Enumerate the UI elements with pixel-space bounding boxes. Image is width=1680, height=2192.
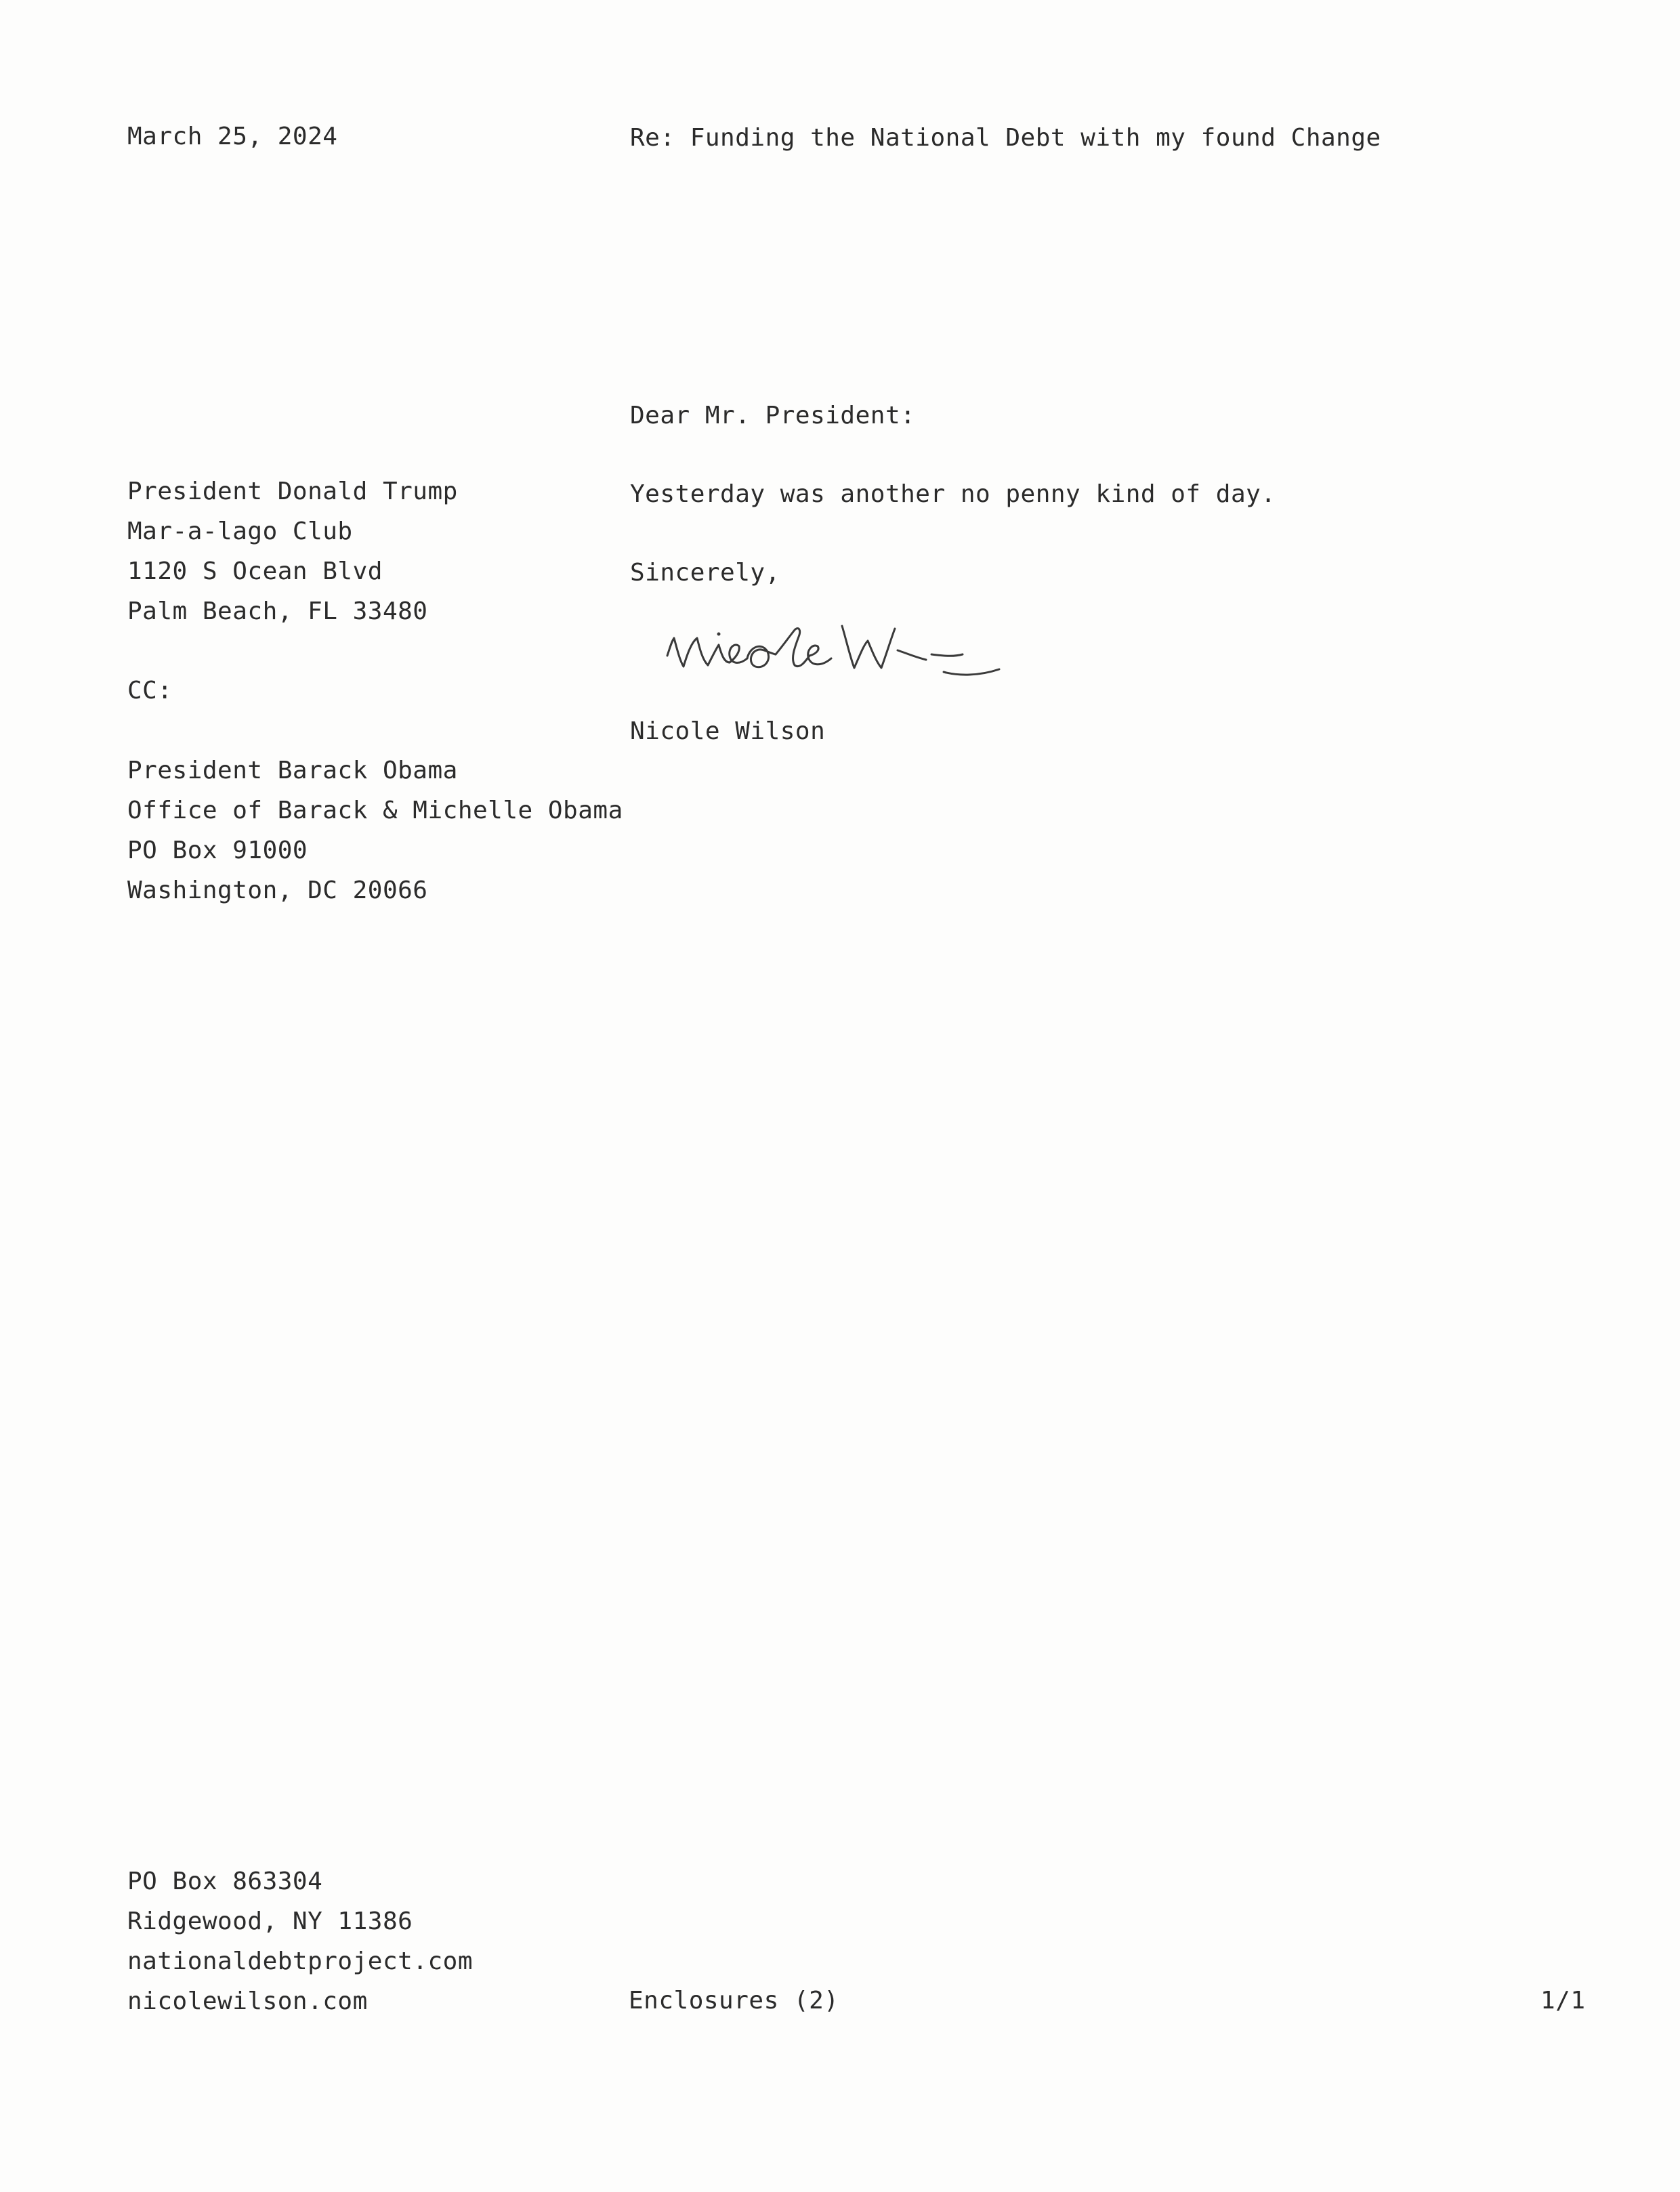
footer-line: nationaldebtproject.com — [127, 1947, 473, 1975]
cc-line: Office of Barack & Michelle Obama — [127, 797, 623, 824]
recipient-address — [127, 471, 458, 631]
enclosures-note: Enclosures (2) — [629, 1987, 839, 2015]
cc-line: President Barack Obama — [127, 757, 458, 784]
footer-address — [127, 1861, 473, 2021]
page-number: 1/1 — [1540, 1987, 1586, 2015]
footer-line: PO Box 863304 — [127, 1868, 323, 1895]
footer-line: Ridgewood, NY 11386 — [127, 1908, 413, 1935]
recipient-line: 1120 S Ocean Blvd — [127, 557, 383, 585]
cc-recipient-address — [127, 751, 623, 910]
footer-line: nicolewilson.com — [127, 1987, 368, 2015]
recipient-line: Mar-a-lago Club — [127, 518, 353, 545]
sender-name: Nicole Wilson — [630, 717, 826, 745]
recipient-line: President Donald Trump — [127, 478, 458, 505]
cc-line: PO Box 91000 — [127, 837, 308, 864]
letter-date: March 25, 2024 — [127, 123, 338, 150]
recipient-line: Palm Beach, FL 33480 — [127, 597, 428, 625]
cc-label: CC: — [127, 677, 173, 704]
subject-line: Re: Funding the National Debt with my found Change — [630, 124, 1381, 152]
handwritten-signature — [660, 603, 1013, 691]
salutation: Dear Mr. President: — [630, 402, 916, 429]
closing: Sincerely, — [630, 559, 780, 587]
letter-body: Yesterday was another no penny kind of day. — [630, 480, 1276, 508]
cc-line: Washington, DC 20066 — [127, 877, 428, 904]
